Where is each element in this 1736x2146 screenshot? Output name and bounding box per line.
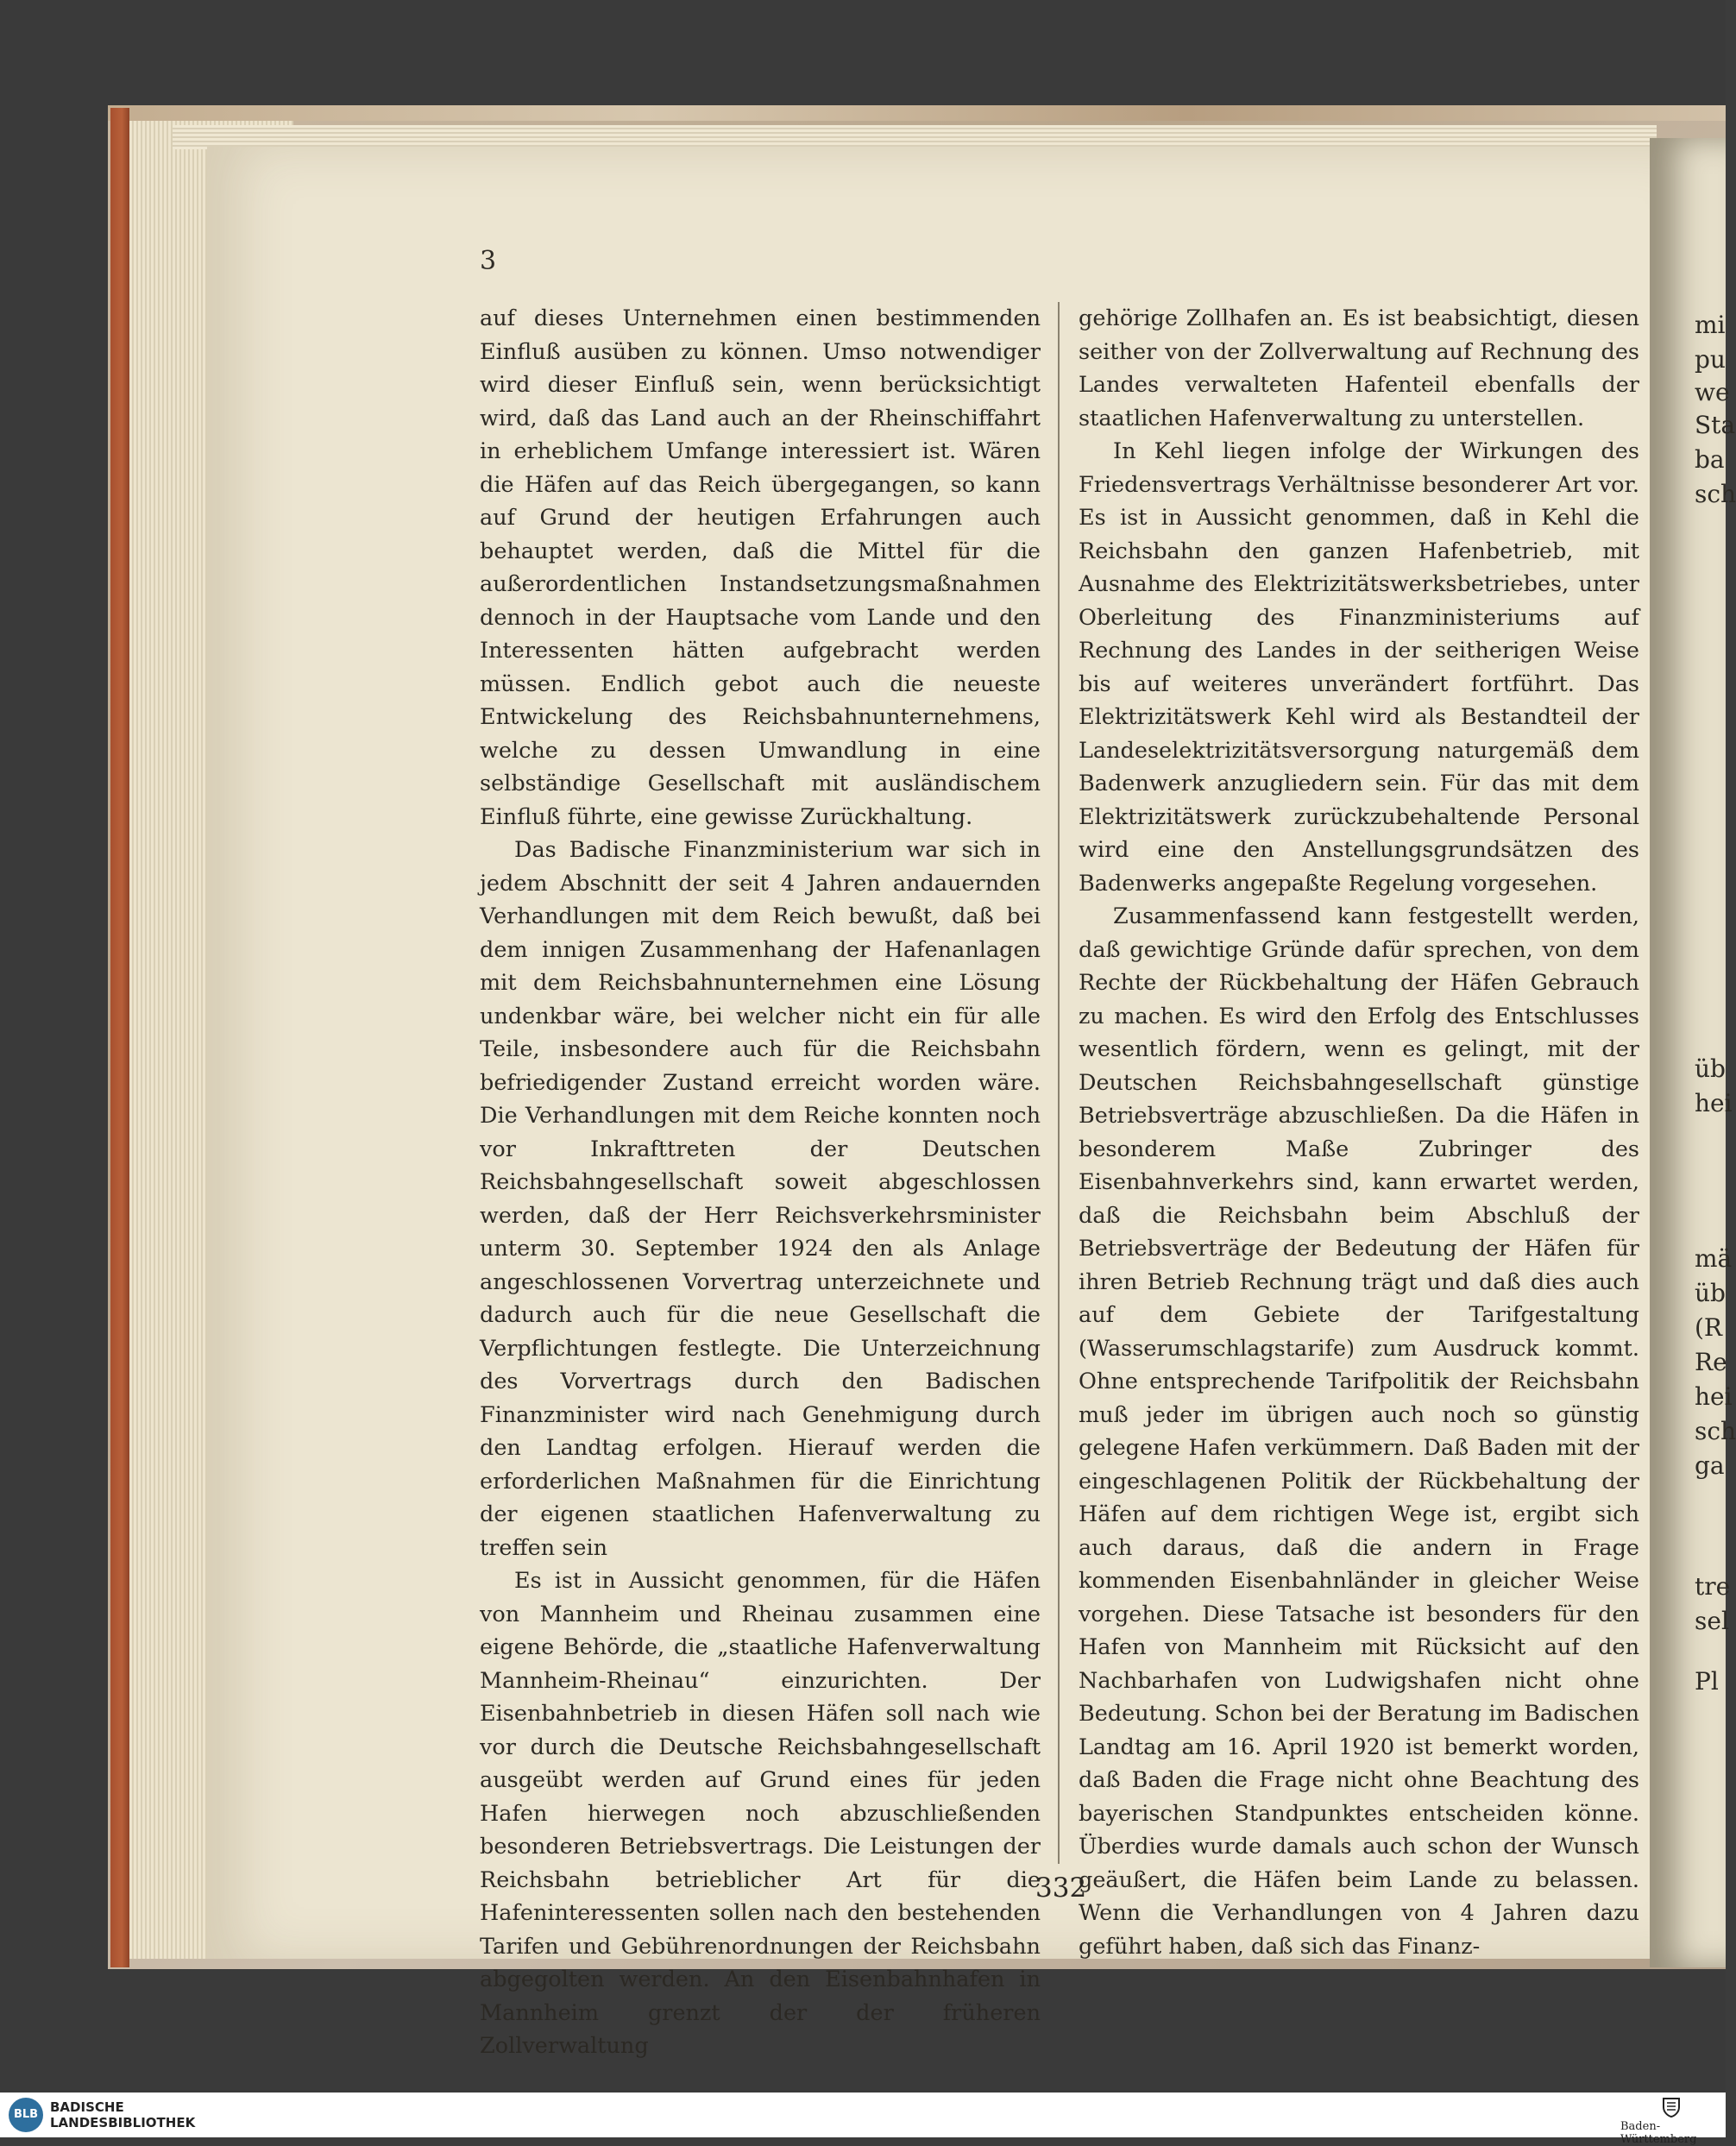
next-page-fragment: sel: [1695, 1607, 1729, 1635]
next-page-fragment: mä: [1695, 1244, 1733, 1273]
sheet-mark: 3: [480, 246, 497, 276]
next-page-fragment: sch: [1695, 1417, 1736, 1445]
next-page-fragment: sch: [1695, 480, 1736, 508]
paragraph: Es ist in Aussicht genommen, für die Häfen von Mannheim und Rheinau zusammen eine eigene Behörde, die „staatliche Hafenverwaltung Mannheim-Rheinau“ einzurichten. Der Eisenbahnbetrieb in diesen Häfen soll nach wie vor durch die Deutsche Reichsbahngesellschaft ausgeübt werden auf Grund eines für jeden Hafen hierwegen noch abzuschließenden besonderen Betriebsvertrags. Die Leistungen der Reichsbahn betrieblicher Art für die Hafeninteressenten sollen nach den bestehenden Tarifen und Gebührenordnungen der Reichsbahn abgegolten werden. An den Eisenbahnhafen in Mannheim grenzt der der früheren Zollverwaltung: [480, 1568, 1041, 2059]
next-page-fragment: Pl: [1695, 1667, 1719, 1696]
marbled-edge: [108, 105, 1726, 121]
paragraph: Zusammenfassend kann festgestellt werden, daß gewichtige Gründe dafür sprechen, von dem Rechte der Rückbehaltung der Häfen Gebrauch zu machen. Es wird den Erfolg des Entschlusses wesentlich fördern, wenn es gelingt, mit der Deutschen Reichsbahngesellschaft günstige Betriebsverträge abzuschließen. Da die Häfen in besonderem Maße Zubringer des Eisenbahnverkehrs sind, kann erwartet werden, daß die Reichsbahn beim Abschluß der Betriebsverträge der Bedeutung der Häfen für ihren Betrieb Rechnung trägt und daß dies auch auf dem Gebiete der Tarifgestaltung (Wasserumschlagstarife) zum Ausdruck kommt. Ohne entsprechende Tarifpolitik der Reichsbahn muß jeder im übrigen auch noch so günstig gelegene Hafen verkümmern. Daß Baden mit der eingeschlagenen Politik der Rückbehaltung der Häfen auf dem richtigen Wege ist, ergibt sich auch daraus, daß die andern in Frage kommenden Eisenbahnländer in gleicher Weise vorgehen. Diese Tatsache ist besonders für den Hafen von Mannheim mit Rücksicht auf den Nachbarhafen von Ludwigshafen nicht ohne Bedeutung. Schon bei der Beratung im Badischen Landtag am 16. April 1920 ist bemerkt worden, daß Baden die Frage nicht ohne Beachtung des bayerischen Standpunktes entscheiden könne. Überdies wurde damals auch schon der Wunsch geäußert, die Häfen beim Lande zu belassen. Wenn die Verhandlungen von 4 Jahren dazu geführt haben, daß sich das Finanz-: [1079, 903, 1639, 1960]
next-page-fragment: Re: [1695, 1348, 1727, 1376]
partner-label: Baden-Württemberg: [1620, 2120, 1697, 2146]
next-page-fragment: ba: [1695, 445, 1725, 474]
next-page-fragment: mi: [1695, 311, 1726, 339]
column-divider: [1058, 302, 1060, 1864]
library-logo[interactable]: BLB: [9, 2098, 43, 2132]
top-page-edge: [173, 125, 1657, 149]
next-page-fragment: üb: [1695, 1054, 1726, 1083]
next-page-edge: [1650, 138, 1736, 1967]
left-text-column: [480, 302, 1041, 2063]
library-name-line1: BADISCHE: [50, 2099, 124, 2115]
paragraph: gehörige Zollhafen an. Es ist beabsichtigt, diesen seither von der Zollverwaltung auf Rechnung des Landes verwalteten Hafenteil ebenfalls der staatlichen Hafenverwaltung zu unterstellen.: [1079, 305, 1639, 431]
next-page-fragment: ga: [1695, 1451, 1725, 1480]
library-name-line2: LANDESBIBLIOTHEK: [50, 2115, 196, 2130]
coat-of-arms-icon: [1660, 2096, 1683, 2118]
next-page-fragment: hei: [1695, 1382, 1733, 1411]
book-spine-edge: [110, 108, 129, 1967]
next-page-fragment: (R: [1695, 1313, 1723, 1342]
next-page-fragment: hei: [1695, 1089, 1733, 1117]
right-text-column: [1079, 302, 1639, 1963]
footer-bar: [0, 2093, 1726, 2146]
paragraph: Das Badische Finanzministerium war sich in jedem Abschnitt der seit 4 Jahren andauernden Verhandlungen mit dem Reich bewußt, daß bei dem innigen Zusammenhang der Hafenanlagen mit dem Reichsbahnunternehmen eine Lösung undenkbar wäre, bei welcher nicht ein für alle Teile, insbesondere auch für die Reichsbahn befriedigender Zustand erreicht worden wäre. Die Verhandlungen mit dem Reiche konnten noch vor Inkrafttreten der Deutschen Reichsbahngesellschaft soweit abgeschlossen werden, daß der Herr Reichsverkehrsminister unterm 30. September 1924 den als Anlage angeschlossenen Vorvertrag unterzeichnete und dadurch auch für die neue Gesellschaft die Verpflichtungen festlegte. Die Unterzeichnung des Vorvertrags durch den Badischen Finanzminister wird nach Genehmigung durch den Landtag erfolgen. Hierauf werden die erforderlichen Maßnahmen für die Einrichtung der eigenen staatlichen Hafenverwaltung zu treffen sein: [480, 837, 1041, 1561]
next-page-fragment: üb: [1695, 1279, 1726, 1307]
next-page-fragment: Sta: [1695, 411, 1736, 439]
next-page-fragment: tre: [1695, 1572, 1731, 1601]
next-page-fragment: pu: [1695, 345, 1726, 374]
page-number: 332: [1035, 1872, 1087, 1904]
paragraph: In Kehl liegen infolge der Wirkungen des Friedensvertrags Verhältnisse besonderer Art vor. Es ist in Aussicht genommen, daß in Kehl die Reichsbahn den ganzen Hafenbetrieb, mit Ausnahme des Elektrizitätswerksbetriebes, unter Oberleitung des Finanzministeriums auf Rechnung des Landes in der seitherigen Weise bis auf weiteres unverändert fortführt. Das Elektrizitätswerk Kehl wird als Bestandteil der Landeselektrizitätsversorgung naturgemäß dem Badenwerk anzugliedern sein. Für das mit dem Elektrizitätswerk zurückzubehaltende Personal wird eine den Anstellungsgrundsätzen des Badenwerks angepaßte Regelung vorgesehen.: [1079, 438, 1639, 897]
paragraph: auf dieses Unternehmen einen bestimmenden Einfluß ausüben zu können. Umso notwendiger wird dieser Einfluß sein, wenn berücksichtigt wird, daß das Land auch an der Rheinschiffahrt in erheblichem Umfange interessiert ist. Wären die Häfen auf das Reich übergegangen, so kann auf Grund der heutigen Erfahrungen auch behauptet werden, daß die Mittel für die außerordentlichen Instandsetzungsmaßnahmen dennoch in der Hauptsache vom Lande und den Interessenten hätten aufgebracht werden müssen. Endlich gebot auch die neueste Entwickelung des Reichsbahnunternehmens, welche zu dessen Umwandlung in eine selbständige Gesellschaft mit ausländischem Einfluß führte, eine gewisse Zurückhaltung.: [480, 305, 1041, 830]
library-name[interactable]: [50, 2099, 195, 2130]
next-page-fragment: we: [1695, 378, 1730, 406]
